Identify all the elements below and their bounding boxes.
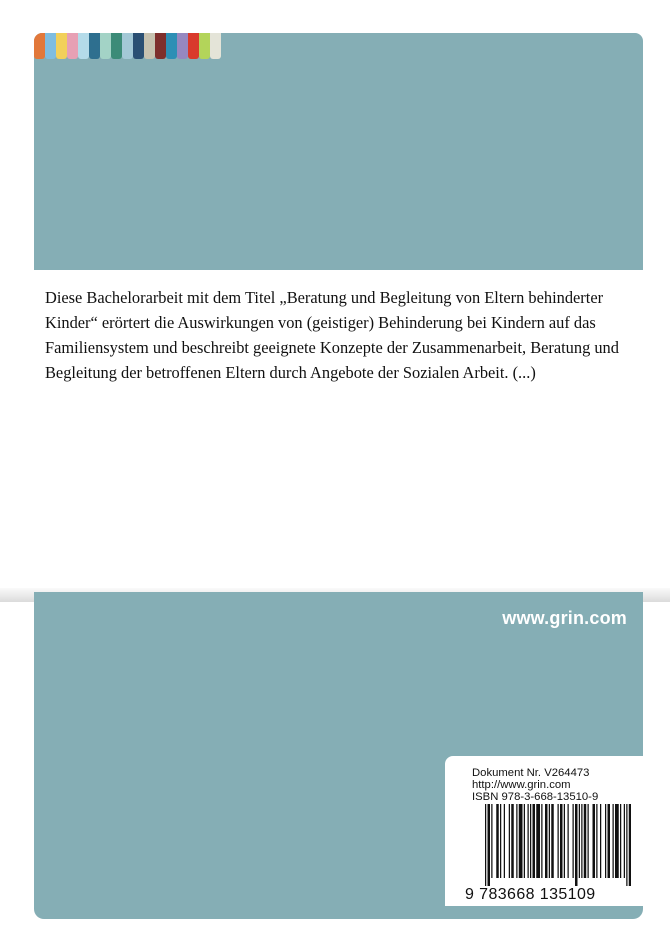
barcode-bar — [575, 804, 578, 886]
color-stripe — [67, 33, 78, 59]
barcode-bar — [558, 804, 559, 878]
barcode-bar — [600, 804, 601, 878]
barcode-bar — [613, 804, 614, 878]
color-stripe — [89, 33, 100, 59]
barcode-bar — [581, 804, 582, 878]
color-stripe — [177, 33, 188, 59]
cover-top-panel — [34, 33, 643, 270]
color-stripes — [34, 33, 221, 59]
color-stripe — [111, 33, 122, 59]
color-stripe — [155, 33, 166, 59]
barcode-bar — [573, 804, 574, 878]
barcode-bar — [626, 804, 627, 886]
barcode-bar — [509, 804, 510, 878]
color-stripe — [166, 33, 177, 59]
barcode-bar — [536, 804, 540, 878]
barcode-bar — [519, 804, 523, 878]
barcode-bar — [579, 804, 580, 878]
barcode-bar — [496, 804, 499, 878]
barcode-bar — [504, 804, 505, 878]
barcode-bar — [605, 804, 606, 878]
barcode-bar — [629, 804, 631, 886]
barcode-bar — [488, 804, 491, 886]
color-stripe — [34, 33, 45, 59]
barcode-bar — [568, 804, 569, 878]
barcode-bar — [516, 804, 517, 878]
barcode-digits: 9 783668 135109 — [465, 886, 596, 903]
barcode-bar — [549, 804, 550, 878]
barcode-bar — [624, 804, 625, 878]
barcode-bar — [615, 804, 619, 878]
barcode-bar — [511, 804, 514, 878]
barcode-bar — [528, 804, 529, 878]
barcode-bar — [588, 804, 589, 878]
barcode-bar — [564, 804, 565, 878]
color-stripe — [199, 33, 210, 59]
document-info-box — [445, 756, 643, 906]
isbn-number: ISBN 978-3-668-13510-9 — [472, 791, 599, 803]
color-stripe — [45, 33, 56, 59]
color-stripe — [133, 33, 144, 59]
barcode-bar — [530, 804, 531, 878]
barcode-bar — [491, 804, 492, 878]
barcode-bar — [551, 804, 554, 878]
color-stripe — [56, 33, 67, 59]
barcode-bar — [584, 804, 587, 878]
isbn-barcode — [485, 804, 631, 886]
barcode-bar — [541, 804, 542, 878]
publisher-url[interactable]: www.grin.com — [502, 608, 627, 628]
barcode-bar — [545, 804, 548, 878]
color-stripe — [122, 33, 133, 59]
color-stripe — [100, 33, 111, 59]
document-number: Dokument Nr. V264473 — [472, 767, 590, 779]
barcode-bar — [533, 804, 536, 878]
barcode-bar — [485, 804, 486, 886]
barcode-bar — [524, 804, 525, 878]
barcode-bar — [620, 804, 621, 878]
document-url[interactable]: http://www.grin.com — [472, 779, 571, 791]
color-stripe — [188, 33, 199, 59]
barcode-bar — [596, 804, 597, 878]
color-stripe — [78, 33, 89, 59]
color-stripe — [210, 33, 221, 59]
barcode-bar — [500, 804, 501, 878]
color-stripe — [144, 33, 155, 59]
barcode-bar — [593, 804, 596, 878]
book-description: Diese Bachelorarbeit mit dem Titel „Beratung und Begleitung von Eltern behinderter Kinder“ erörtert die Auswirkungen von (geistiger) Behinderung bei Kindern auf das Familiensystem und beschreibt geeignete Konzepte der Zusammenarbeit, Beratung und Begleitung der betroffenen Eltern durch Angebote der Sozialen Arbeit. (...) — [45, 288, 619, 382]
barcode-bar — [560, 804, 563, 878]
barcode-bar — [608, 804, 611, 878]
